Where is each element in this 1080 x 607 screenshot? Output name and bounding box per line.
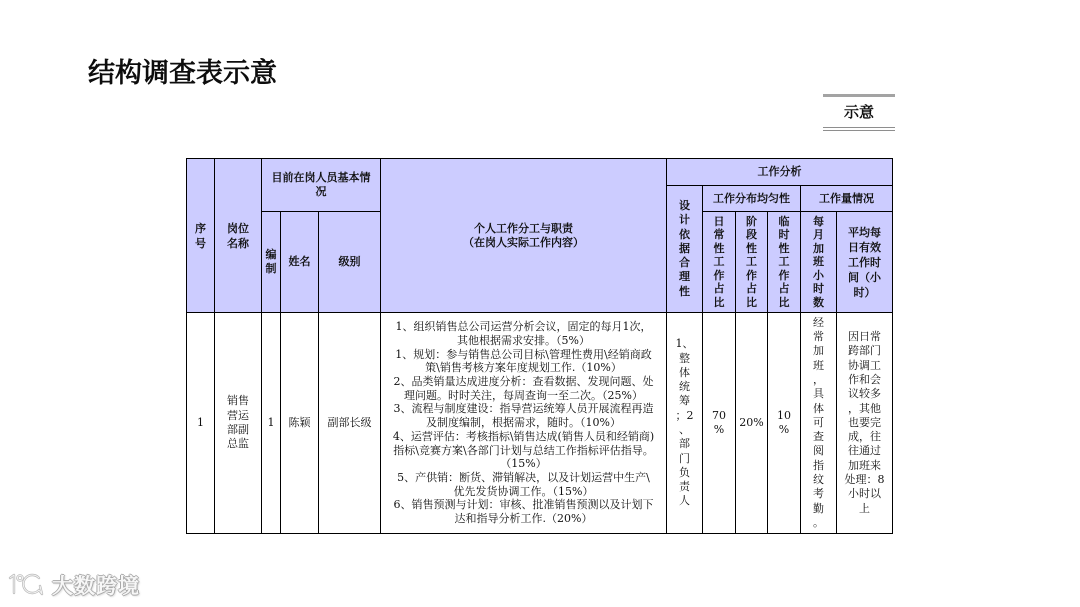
header-analysis-label: 工作分析 (757, 165, 802, 178)
header-position-label: 岗位名称 (227, 221, 249, 250)
header-phase-ratio-label: 阶段性工作占比 (746, 214, 757, 309)
header-staff-quota-label: 编制 (265, 247, 277, 275)
header-row (187, 159, 893, 186)
table-row (187, 313, 893, 534)
header-staff-level (319, 212, 381, 313)
header-overtime (801, 212, 837, 313)
header-staff-group (262, 159, 381, 212)
header-design-basis-label: 设计依据合理性 (679, 198, 690, 298)
header-analysis (667, 159, 893, 186)
header-daily-ratio (703, 212, 736, 313)
duty-line: （15%） (500, 457, 547, 471)
header-duties-title: 个人工作分工与职责 (474, 221, 573, 235)
cell-daily-ratio-value: 70% (712, 408, 726, 436)
header-distribution (703, 186, 801, 212)
duty-line: 达和指导分析工作.（20%） (454, 512, 593, 526)
header-staff-level-label: 级别 (338, 255, 361, 268)
cell-design-basis-value: 1、整体统筹；2、部门负责人 (675, 337, 694, 508)
header-duties (381, 159, 667, 313)
duty-line: 理问题。时时关注，每周查询一至二次。（25%） (404, 388, 643, 402)
cell-position (215, 313, 262, 534)
cell-effective-hours-value: 因日常跨部门协调工作和会议较多，其他也要完成，往往通过加班来处理：8小时以上 (844, 330, 885, 515)
watermark-logo-icon (6, 569, 46, 603)
header-daily-ratio-label: 日常性工作占比 (713, 214, 725, 309)
table-body (187, 313, 893, 534)
header-temp-ratio (768, 212, 801, 313)
duty-line: 6、销售预测与计划：审核、批准销售预测以及计划下 (393, 498, 654, 512)
cell-quota (262, 313, 281, 534)
header-staff-name (281, 212, 319, 313)
header-temp-ratio-label: 临时性工作占比 (778, 214, 790, 309)
cell-overtime (801, 313, 837, 534)
header-effective-hours-label: 平均每日有效工作时间（小时） (848, 225, 881, 299)
cell-quota-value: 1 (267, 416, 275, 429)
header-staff-name-label: 姓名 (288, 255, 311, 268)
cell-phase-ratio-value: 20% (739, 416, 764, 429)
duty-line: 3、流程与制度建设：指导营运统筹人员开展流程再造 (393, 402, 654, 416)
page-title: 结构调查表示意 (88, 58, 277, 89)
cell-overtime-value: 经常加班，具体可查阅指纹考勤。 (813, 315, 824, 529)
duty-line: 策\销售考核方案年度规划工作.（10%） (425, 361, 622, 375)
cell-position-value: 销售营运部副总监 (227, 394, 249, 451)
header-duties-subtitle: （在岗人实际工作内容） (463, 235, 584, 249)
header-effective-hours (837, 212, 893, 313)
cell-level (319, 313, 381, 534)
duty-line: 1、组织销售总公司运营分析会议，固定的每月1次， (395, 320, 652, 334)
cell-temp-ratio (768, 313, 801, 534)
header-overtime-label: 每月加班小时数 (813, 214, 824, 309)
header-phase-ratio (736, 212, 768, 313)
header-seq (187, 159, 215, 313)
cell-temp-ratio-value: 10% (777, 408, 791, 436)
cell-duties (381, 313, 667, 534)
header-distribution-label: 工作分布均匀性 (713, 191, 790, 205)
cell-seq (187, 313, 215, 534)
duty-line: 及制度编制，根据需求，随时。（10%） (426, 416, 621, 430)
cell-phase-ratio (736, 313, 768, 534)
header-design-basis (667, 186, 703, 313)
header-staff-group-label: 目前在岗人员基本情况 (271, 171, 371, 198)
cell-effective-hours (837, 313, 893, 534)
cell-level-value: 副部长级 (327, 416, 372, 429)
duty-line: 5、产供销：断货、滞销解决，以及计划运营中生产\ (397, 470, 650, 484)
header-position (215, 159, 262, 313)
duty-line: 4、运营评估：考核指标\销售达成(销售人员和经销商) (392, 429, 655, 443)
cell-design-basis (667, 313, 703, 534)
watermark-text: 大数跨境 (52, 574, 140, 598)
watermark (6, 569, 140, 603)
duty-line: 1、规划：参与销售总公司目标\管理性费用\经销商政 (395, 347, 652, 361)
header-workload (801, 186, 893, 212)
duty-line: 优先发货协调工作。（15%） (453, 484, 594, 498)
cell-name (281, 313, 319, 534)
cell-seq-value: 1 (197, 416, 204, 429)
cell-name-value: 陈颖 (288, 416, 311, 429)
duty-line: 其他根据需求安排。（5%） (457, 333, 590, 347)
table-header (187, 159, 893, 313)
header-workload-label: 工作量情况 (819, 191, 874, 205)
illustration-badge (823, 94, 895, 131)
header-seq-label: 序号 (195, 221, 206, 250)
header-staff-quota (262, 212, 281, 313)
structure-survey-table (186, 158, 893, 534)
duty-line: 2、品类销量达成进度分析：查看数据、发现问题、处 (393, 375, 654, 389)
cell-daily-ratio (703, 313, 736, 534)
duty-line: 指标\竞赛方案\各部门计划与总结工作指标评估指导。 (393, 443, 654, 457)
badge-label: 示意 (843, 103, 874, 121)
